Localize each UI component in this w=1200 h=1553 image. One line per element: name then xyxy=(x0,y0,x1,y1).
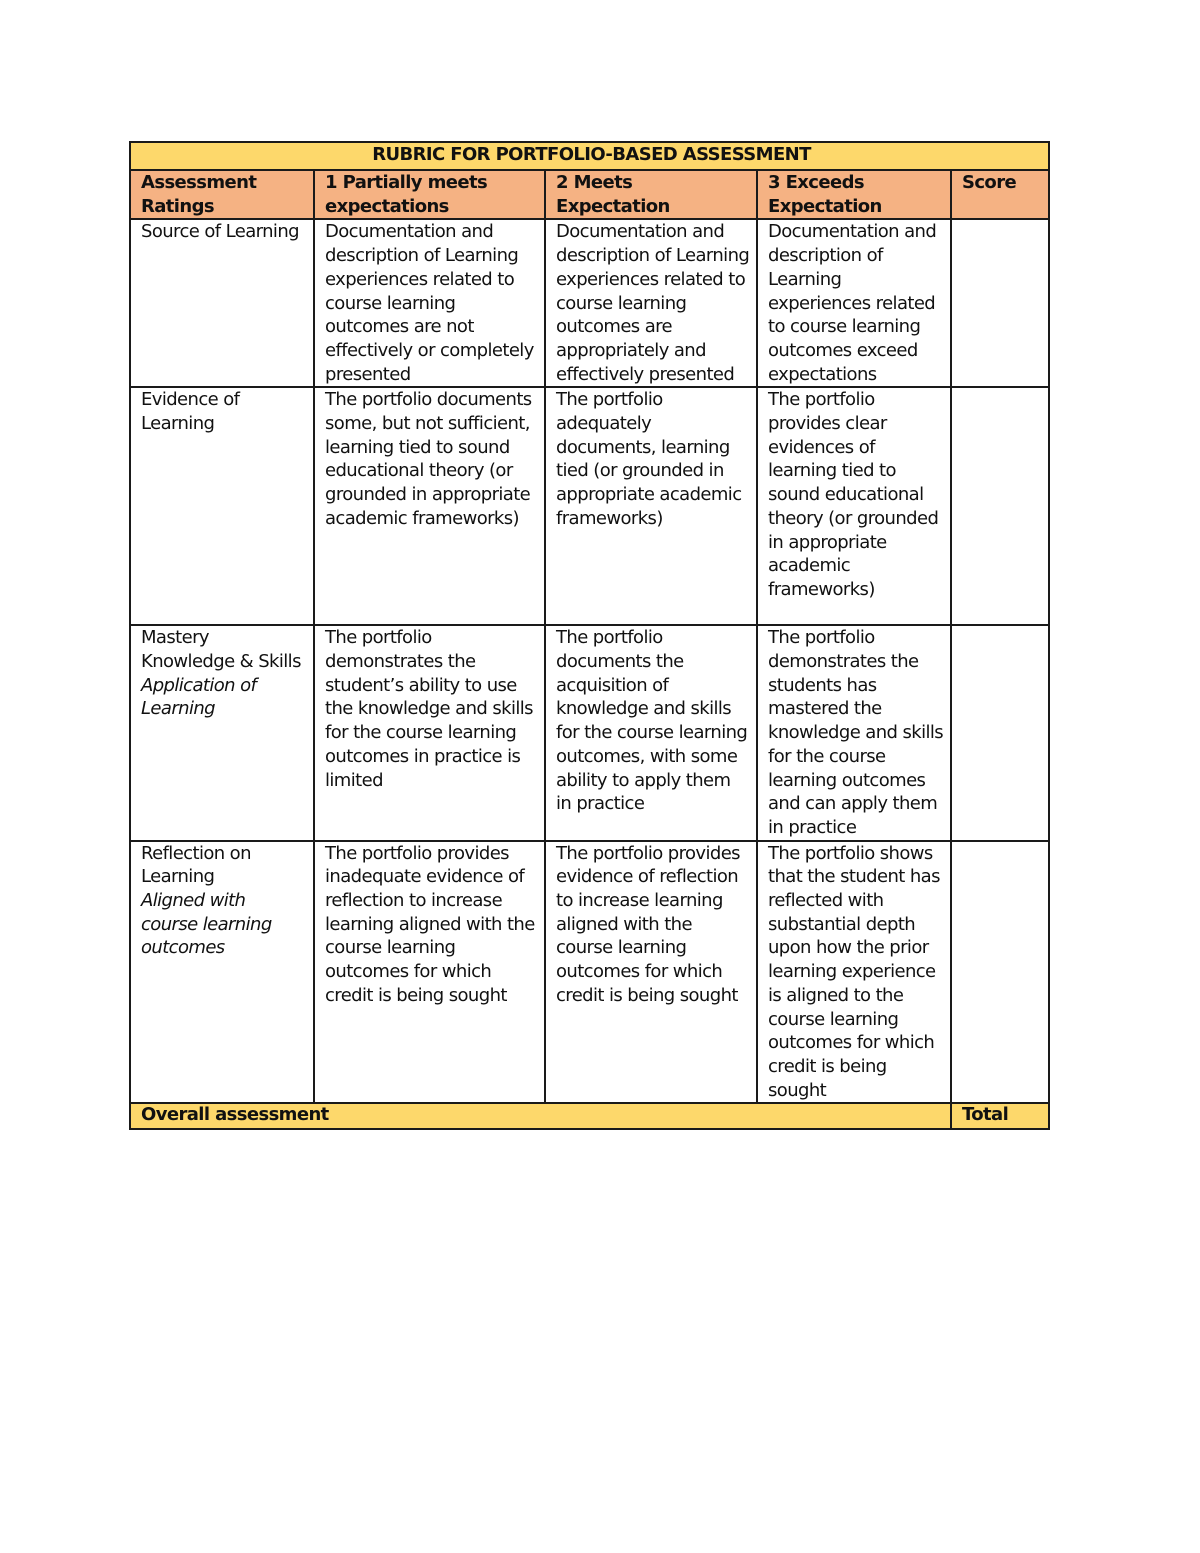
score-cell[interactable] xyxy=(951,625,1049,840)
level2-cell: The portfolio adequately documents, learning tied (or grounded in appropriate academic frameworks) xyxy=(545,387,757,625)
header-meets-expectation: 2 Meets Expectation xyxy=(545,170,757,219)
criterion-sublabel: Application of Learning xyxy=(141,674,257,720)
title-row xyxy=(130,142,1049,170)
score-cell[interactable] xyxy=(951,219,1049,387)
header-exceeds-expectation: 3 Exceeds Expectation xyxy=(757,170,951,219)
level2-cell: The portfolio provides evidence of reflection to increase learning aligned with the course learning outcomes for which credit is being sought xyxy=(545,841,757,1104)
level1-cell: The portfolio documents some, but not sufficient, learning tied to sound educational theory (or grounded in appropriate academic frameworks) xyxy=(314,387,545,625)
level2-cell: Documentation and description of Learning experiences related to course learning outcomes are appropriately and effectively presented xyxy=(545,219,757,387)
score-cell[interactable] xyxy=(951,841,1049,1104)
criterion-label: Reflection on Learning xyxy=(141,842,251,888)
rubric-title: RUBRIC FOR PORTFOLIO-BASED ASSESSMENT xyxy=(130,142,1049,170)
level3-cell: The portfolio shows that the student has reflected with substantial depth upon how the prior learning experience is aligned to the course learning outcomes for which credit is being sought xyxy=(757,841,951,1104)
criterion-label: Source of Learning xyxy=(141,221,299,243)
criterion-label: Mastery Knowledge & Skills xyxy=(141,627,301,673)
criterion-sublabel: Aligned with course learning outcomes xyxy=(141,890,272,959)
criterion-cell xyxy=(130,219,314,387)
header-row xyxy=(130,170,1049,219)
level1-cell: Documentation and description of Learning experiences related to course learning outcomes are not effectively or completely presented xyxy=(314,219,545,387)
criterion-label: Evidence of Learning xyxy=(141,389,240,435)
level3-cell: The portfolio demonstrates the students has mastered the knowledge and skills for the course learning outcomes and can apply them in practice xyxy=(757,625,951,840)
table-row xyxy=(130,219,1049,387)
header-partially-meets: 1 Partially meets expectations xyxy=(314,170,545,219)
overall-assessment-label: Overall assessment xyxy=(130,1103,951,1129)
header-assessment-ratings: Assessment Ratings xyxy=(130,170,314,219)
level1-cell: The portfolio provides inadequate evidence of reflection to increase learning aligned with the course learning outcomes for which credit is being sought xyxy=(314,841,545,1104)
criterion-cell xyxy=(130,387,314,625)
level1-cell: The portfolio demonstrates the student’s ability to use the knowledge and skills for the course learning outcomes in practice is limited xyxy=(314,625,545,840)
criterion-cell xyxy=(130,625,314,840)
level3-cell: The portfolio provides clear evidences of learning tied to sound educational theory (or grounded in appropriate academic frameworks) xyxy=(757,387,951,625)
footer-row xyxy=(130,1103,1049,1129)
score-cell[interactable] xyxy=(951,387,1049,625)
header-score: Score xyxy=(951,170,1049,219)
table-row xyxy=(130,387,1049,625)
total-label: Total xyxy=(951,1103,1049,1129)
criterion-cell xyxy=(130,841,314,1104)
level3-cell: Documentation and description of Learning experiences related to course learning outcomes exceed expectations xyxy=(757,219,951,387)
level2-cell: The portfolio documents the acquisition of knowledge and skills for the course learning outcomes, with some ability to apply them in practice xyxy=(545,625,757,840)
table-row xyxy=(130,841,1049,1104)
rubric-table xyxy=(129,141,1050,1130)
table-row xyxy=(130,625,1049,840)
